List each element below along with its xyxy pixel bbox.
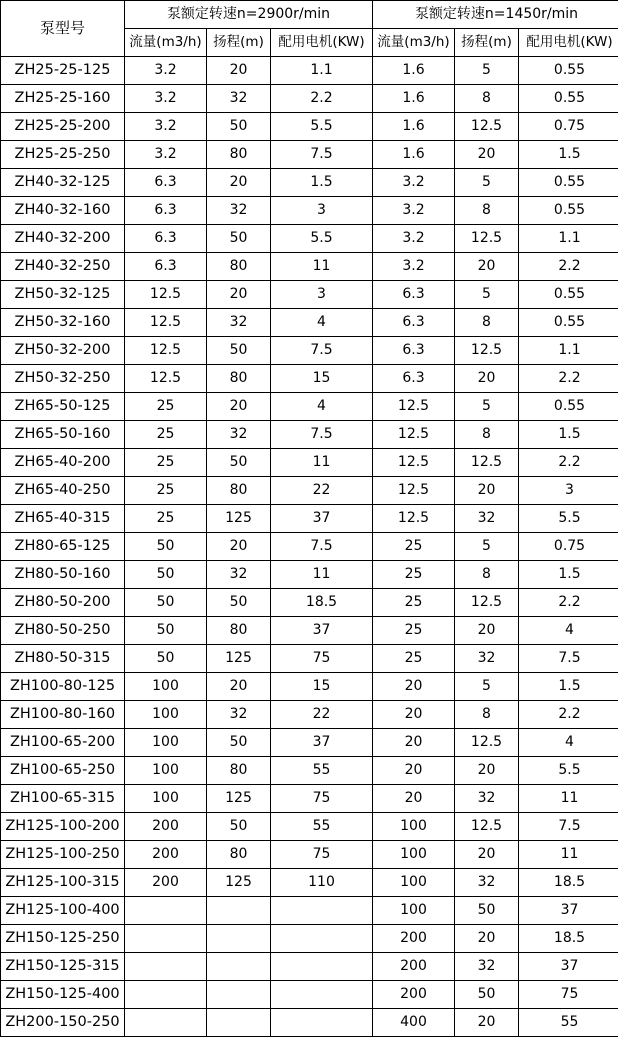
cell-motor-1450: 75 (519, 981, 618, 1009)
cell-flow-2900: 6.3 (125, 197, 207, 225)
cell-head-2900: 32 (207, 701, 271, 729)
cell-head-2900: 20 (207, 393, 271, 421)
cell-motor-1450: 0.55 (519, 309, 618, 337)
cell-flow-2900: 200 (125, 813, 207, 841)
cell-motor-1450: 1.5 (519, 561, 618, 589)
cell-flow-1450: 400 (373, 1009, 455, 1037)
cell-motor-2900: 4 (271, 309, 373, 337)
cell-head-1450: 20 (455, 1009, 519, 1037)
cell-motor-1450: 0.55 (519, 169, 618, 197)
cell-head-1450: 32 (455, 869, 519, 897)
table-row (1, 673, 618, 701)
cell-flow-2900: 25 (125, 393, 207, 421)
cell-motor-2900: 18.5 (271, 589, 373, 617)
header-flow-2900: 流量(m3/h) (125, 29, 207, 57)
cell-head-1450: 20 (455, 841, 519, 869)
cell-head-2900: 80 (207, 617, 271, 645)
cell-motor-2900: 3 (271, 281, 373, 309)
cell-flow-1450: 200 (373, 981, 455, 1009)
cell-pump-model: ZH150-125-315 (1, 953, 125, 981)
cell-flow-2900: 200 (125, 841, 207, 869)
cell-pump-model: ZH25-25-125 (1, 57, 125, 85)
cell-head-2900: 50 (207, 813, 271, 841)
table-row (1, 813, 618, 841)
cell-flow-1450: 20 (373, 757, 455, 785)
cell-head-2900: 20 (207, 673, 271, 701)
cell-head-2900: 50 (207, 113, 271, 141)
cell-motor-2900: 2.2 (271, 85, 373, 113)
cell-motor-1450: 1.5 (519, 141, 618, 169)
cell-pump-model: ZH50-32-200 (1, 337, 125, 365)
cell-motor-1450: 18.5 (519, 869, 618, 897)
cell-motor-2900: 5.5 (271, 225, 373, 253)
cell-flow-1450: 1.6 (373, 57, 455, 85)
cell-flow-2900: 12.5 (125, 309, 207, 337)
cell-motor-1450: 0.55 (519, 393, 618, 421)
cell-motor-1450: 1.1 (519, 225, 618, 253)
table-row (1, 897, 618, 925)
cell-motor-1450: 2.2 (519, 449, 618, 477)
cell-flow-1450: 6.3 (373, 365, 455, 393)
cell-pump-model: ZH125-100-250 (1, 841, 125, 869)
cell-motor-2900: 7.5 (271, 533, 373, 561)
cell-pump-model: ZH80-50-200 (1, 589, 125, 617)
table-row (1, 337, 618, 365)
cell-flow-1450: 12.5 (373, 421, 455, 449)
cell-head-2900: 125 (207, 785, 271, 813)
cell-head-2900: 32 (207, 561, 271, 589)
cell-flow-2900: 100 (125, 785, 207, 813)
table-row (1, 85, 618, 113)
cell-flow-1450: 12.5 (373, 393, 455, 421)
cell-head-1450: 20 (455, 617, 519, 645)
cell-flow-2900: 25 (125, 449, 207, 477)
cell-flow-2900: 50 (125, 533, 207, 561)
cell-empty (207, 925, 271, 953)
cell-motor-1450: 37 (519, 953, 618, 981)
cell-head-2900: 125 (207, 869, 271, 897)
cell-flow-2900: 12.5 (125, 281, 207, 309)
header-head-2900: 扬程(m) (207, 29, 271, 57)
cell-head-1450: 32 (455, 505, 519, 533)
cell-flow-1450: 3.2 (373, 225, 455, 253)
cell-empty (271, 925, 373, 953)
cell-flow-2900: 100 (125, 701, 207, 729)
cell-head-1450: 5 (455, 281, 519, 309)
cell-flow-2900: 50 (125, 645, 207, 673)
cell-flow-1450: 6.3 (373, 337, 455, 365)
cell-empty (207, 981, 271, 1009)
cell-flow-2900: 50 (125, 561, 207, 589)
cell-flow-1450: 12.5 (373, 505, 455, 533)
cell-pump-model: ZH80-50-250 (1, 617, 125, 645)
cell-pump-model: ZH65-40-250 (1, 477, 125, 505)
cell-head-2900: 50 (207, 589, 271, 617)
cell-head-1450: 20 (455, 925, 519, 953)
table-row (1, 421, 618, 449)
cell-motor-2900: 75 (271, 785, 373, 813)
table-row (1, 561, 618, 589)
cell-pump-model: ZH100-80-125 (1, 673, 125, 701)
cell-head-2900: 20 (207, 281, 271, 309)
cell-pump-model: ZH25-25-160 (1, 85, 125, 113)
cell-motor-1450: 0.75 (519, 533, 618, 561)
cell-head-1450: 32 (455, 785, 519, 813)
cell-flow-2900: 50 (125, 617, 207, 645)
cell-flow-2900: 25 (125, 421, 207, 449)
header-model: 泵型号 (1, 1, 125, 57)
cell-flow-2900: 6.3 (125, 169, 207, 197)
cell-empty (125, 897, 207, 925)
cell-pump-model: ZH50-32-250 (1, 365, 125, 393)
table-row (1, 589, 618, 617)
cell-motor-2900: 75 (271, 841, 373, 869)
cell-pump-model: ZH125-100-400 (1, 897, 125, 925)
cell-pump-model: ZH40-32-160 (1, 197, 125, 225)
cell-head-2900: 32 (207, 421, 271, 449)
cell-flow-1450: 25 (373, 561, 455, 589)
cell-head-2900: 20 (207, 533, 271, 561)
table-row (1, 477, 618, 505)
cell-motor-1450: 2.2 (519, 701, 618, 729)
table-row (1, 533, 618, 561)
table-row (1, 505, 618, 533)
table-row (1, 841, 618, 869)
cell-motor-1450: 18.5 (519, 925, 618, 953)
cell-motor-1450: 2.2 (519, 589, 618, 617)
cell-flow-2900: 12.5 (125, 365, 207, 393)
cell-head-2900: 32 (207, 309, 271, 337)
cell-flow-1450: 100 (373, 813, 455, 841)
cell-motor-2900: 37 (271, 729, 373, 757)
cell-head-2900: 80 (207, 757, 271, 785)
cell-motor-2900: 11 (271, 449, 373, 477)
cell-head-1450: 20 (455, 757, 519, 785)
cell-empty (271, 953, 373, 981)
cell-pump-model: ZH65-40-200 (1, 449, 125, 477)
cell-flow-2900: 3.2 (125, 57, 207, 85)
cell-motor-1450: 3 (519, 477, 618, 505)
cell-pump-model: ZH40-32-200 (1, 225, 125, 253)
cell-head-1450: 12.5 (455, 225, 519, 253)
cell-flow-1450: 3.2 (373, 197, 455, 225)
cell-motor-1450: 0.55 (519, 57, 618, 85)
cell-pump-model: ZH150-125-250 (1, 925, 125, 953)
header-row-groups (1, 1, 618, 29)
cell-pump-model: ZH80-50-160 (1, 561, 125, 589)
cell-motor-2900: 7.5 (271, 421, 373, 449)
cell-head-2900: 50 (207, 729, 271, 757)
cell-flow-1450: 3.2 (373, 253, 455, 281)
cell-pump-model: ZH25-25-200 (1, 113, 125, 141)
cell-motor-1450: 2.2 (519, 253, 618, 281)
cell-pump-model: ZH25-25-250 (1, 141, 125, 169)
cell-motor-1450: 0.55 (519, 85, 618, 113)
cell-head-1450: 50 (455, 981, 519, 1009)
cell-motor-2900: 110 (271, 869, 373, 897)
cell-empty (125, 925, 207, 953)
table-row (1, 981, 618, 1009)
cell-empty (271, 1009, 373, 1037)
cell-flow-2900: 50 (125, 589, 207, 617)
cell-motor-1450: 55 (519, 1009, 618, 1037)
cell-pump-model: ZH100-80-160 (1, 701, 125, 729)
header-flow-1450: 流量(m3/h) (373, 29, 455, 57)
cell-motor-1450: 5.5 (519, 757, 618, 785)
cell-empty (271, 981, 373, 1009)
header-head-1450: 扬程(m) (455, 29, 519, 57)
cell-flow-1450: 3.2 (373, 169, 455, 197)
cell-head-2900: 32 (207, 85, 271, 113)
table-row (1, 57, 618, 85)
cell-motor-2900: 37 (271, 617, 373, 645)
table-row (1, 365, 618, 393)
table-row (1, 953, 618, 981)
cell-head-2900: 80 (207, 841, 271, 869)
cell-head-1450: 50 (455, 897, 519, 925)
table-row (1, 729, 618, 757)
cell-flow-1450: 1.6 (373, 85, 455, 113)
cell-pump-model: ZH65-40-315 (1, 505, 125, 533)
cell-head-2900: 20 (207, 169, 271, 197)
cell-flow-2900: 3.2 (125, 113, 207, 141)
cell-head-2900: 32 (207, 197, 271, 225)
cell-motor-2900: 15 (271, 365, 373, 393)
cell-flow-1450: 20 (373, 785, 455, 813)
cell-head-1450: 8 (455, 421, 519, 449)
cell-pump-model: ZH150-125-400 (1, 981, 125, 1009)
table-row (1, 925, 618, 953)
cell-flow-1450: 1.6 (373, 113, 455, 141)
cell-flow-1450: 12.5 (373, 477, 455, 505)
table-row (1, 617, 618, 645)
cell-empty (207, 953, 271, 981)
cell-head-1450: 32 (455, 645, 519, 673)
cell-head-1450: 8 (455, 309, 519, 337)
cell-motor-1450: 0.55 (519, 281, 618, 309)
table-row (1, 449, 618, 477)
cell-flow-2900: 3.2 (125, 141, 207, 169)
cell-motor-1450: 37 (519, 897, 618, 925)
cell-head-1450: 20 (455, 365, 519, 393)
cell-head-1450: 5 (455, 57, 519, 85)
cell-pump-model: ZH100-65-315 (1, 785, 125, 813)
cell-head-1450: 32 (455, 953, 519, 981)
table-row (1, 869, 618, 897)
cell-head-1450: 12.5 (455, 449, 519, 477)
cell-flow-1450: 25 (373, 589, 455, 617)
cell-flow-2900: 100 (125, 757, 207, 785)
header-group-1450: 泵额定转速n=1450r/min (373, 1, 618, 29)
cell-pump-model: ZH40-32-250 (1, 253, 125, 281)
cell-motor-1450: 11 (519, 785, 618, 813)
cell-head-1450: 20 (455, 477, 519, 505)
cell-flow-1450: 6.3 (373, 281, 455, 309)
cell-motor-1450: 4 (519, 617, 618, 645)
cell-head-2900: 80 (207, 477, 271, 505)
cell-motor-2900: 55 (271, 757, 373, 785)
cell-motor-2900: 75 (271, 645, 373, 673)
cell-head-1450: 8 (455, 197, 519, 225)
header-group-2900: 泵额定转速n=2900r/min (125, 1, 373, 29)
table-row (1, 225, 618, 253)
cell-motor-2900: 22 (271, 477, 373, 505)
cell-pump-model: ZH125-100-315 (1, 869, 125, 897)
cell-motor-1450: 2.2 (519, 365, 618, 393)
table-row (1, 701, 618, 729)
cell-flow-2900: 12.5 (125, 337, 207, 365)
cell-pump-model: ZH65-50-125 (1, 393, 125, 421)
cell-pump-model: ZH200-150-250 (1, 1009, 125, 1037)
table-row (1, 393, 618, 421)
cell-flow-1450: 100 (373, 897, 455, 925)
cell-flow-1450: 100 (373, 869, 455, 897)
cell-motor-1450: 7.5 (519, 813, 618, 841)
cell-motor-1450: 7.5 (519, 645, 618, 673)
cell-motor-2900: 11 (271, 561, 373, 589)
cell-flow-2900: 100 (125, 729, 207, 757)
cell-head-1450: 8 (455, 85, 519, 113)
cell-motor-1450: 5.5 (519, 505, 618, 533)
cell-head-1450: 20 (455, 141, 519, 169)
cell-head-1450: 12.5 (455, 337, 519, 365)
table-row (1, 113, 618, 141)
cell-empty (125, 981, 207, 1009)
cell-flow-2900: 200 (125, 869, 207, 897)
table-row (1, 281, 618, 309)
cell-head-1450: 20 (455, 253, 519, 281)
cell-motor-1450: 1.5 (519, 673, 618, 701)
cell-flow-1450: 25 (373, 617, 455, 645)
cell-flow-2900: 3.2 (125, 85, 207, 113)
cell-pump-model: ZH50-32-160 (1, 309, 125, 337)
cell-motor-2900: 4 (271, 393, 373, 421)
table-row (1, 141, 618, 169)
table-row (1, 785, 618, 813)
cell-pump-model: ZH100-65-200 (1, 729, 125, 757)
cell-motor-2900: 1.1 (271, 57, 373, 85)
cell-head-2900: 20 (207, 57, 271, 85)
cell-flow-1450: 200 (373, 953, 455, 981)
cell-motor-2900: 1.5 (271, 169, 373, 197)
cell-flow-1450: 25 (373, 533, 455, 561)
cell-motor-2900: 7.5 (271, 337, 373, 365)
cell-flow-2900: 25 (125, 505, 207, 533)
cell-pump-model: ZH80-50-315 (1, 645, 125, 673)
cell-head-2900: 125 (207, 505, 271, 533)
cell-head-1450: 5 (455, 393, 519, 421)
cell-head-1450: 5 (455, 673, 519, 701)
cell-head-2900: 50 (207, 225, 271, 253)
cell-flow-2900: 6.3 (125, 253, 207, 281)
cell-flow-1450: 20 (373, 701, 455, 729)
cell-motor-2900: 22 (271, 701, 373, 729)
table-row (1, 1009, 618, 1037)
cell-flow-1450: 20 (373, 729, 455, 757)
cell-head-2900: 125 (207, 645, 271, 673)
cell-pump-model: ZH125-100-200 (1, 813, 125, 841)
table-body (1, 57, 618, 1037)
cell-motor-1450: 4 (519, 729, 618, 757)
cell-motor-2900: 3 (271, 197, 373, 225)
cell-motor-2900: 11 (271, 253, 373, 281)
table-row (1, 757, 618, 785)
cell-head-1450: 8 (455, 561, 519, 589)
cell-motor-1450: 0.75 (519, 113, 618, 141)
cell-flow-1450: 12.5 (373, 449, 455, 477)
cell-flow-1450: 6.3 (373, 309, 455, 337)
cell-motor-2900: 7.5 (271, 141, 373, 169)
cell-flow-2900: 6.3 (125, 225, 207, 253)
table-row (1, 645, 618, 673)
cell-motor-1450: 1.1 (519, 337, 618, 365)
cell-motor-2900: 5.5 (271, 113, 373, 141)
cell-empty (125, 1009, 207, 1037)
cell-motor-1450: 1.5 (519, 421, 618, 449)
header-motor-2900: 配用电机(KW) (271, 29, 373, 57)
cell-pump-model: ZH80-65-125 (1, 533, 125, 561)
cell-head-1450: 12.5 (455, 589, 519, 617)
table-header (1, 1, 618, 57)
cell-motor-2900: 15 (271, 673, 373, 701)
cell-flow-1450: 20 (373, 673, 455, 701)
cell-head-1450: 12.5 (455, 813, 519, 841)
cell-flow-1450: 1.6 (373, 141, 455, 169)
cell-head-2900: 80 (207, 365, 271, 393)
table-row (1, 309, 618, 337)
cell-head-1450: 5 (455, 169, 519, 197)
header-motor-1450: 配用电机(KW) (519, 29, 618, 57)
cell-head-2900: 50 (207, 337, 271, 365)
cell-head-1450: 8 (455, 701, 519, 729)
cell-pump-model: ZH65-50-160 (1, 421, 125, 449)
cell-empty (207, 1009, 271, 1037)
cell-flow-2900: 100 (125, 673, 207, 701)
cell-flow-1450: 25 (373, 645, 455, 673)
cell-pump-model: ZH100-65-250 (1, 757, 125, 785)
cell-motor-1450: 11 (519, 841, 618, 869)
cell-empty (125, 953, 207, 981)
cell-pump-model: ZH40-32-125 (1, 169, 125, 197)
cell-flow-1450: 100 (373, 841, 455, 869)
cell-empty (207, 897, 271, 925)
table-row (1, 253, 618, 281)
cell-motor-1450: 0.55 (519, 197, 618, 225)
cell-head-1450: 12.5 (455, 113, 519, 141)
cell-flow-1450: 200 (373, 925, 455, 953)
cell-head-1450: 12.5 (455, 729, 519, 757)
cell-head-1450: 5 (455, 533, 519, 561)
table-row (1, 169, 618, 197)
table-row (1, 197, 618, 225)
cell-pump-model: ZH50-32-125 (1, 281, 125, 309)
cell-motor-2900: 37 (271, 505, 373, 533)
cell-motor-2900: 55 (271, 813, 373, 841)
cell-flow-2900: 25 (125, 477, 207, 505)
cell-head-2900: 80 (207, 253, 271, 281)
cell-empty (271, 897, 373, 925)
cell-head-2900: 50 (207, 449, 271, 477)
cell-head-2900: 80 (207, 141, 271, 169)
